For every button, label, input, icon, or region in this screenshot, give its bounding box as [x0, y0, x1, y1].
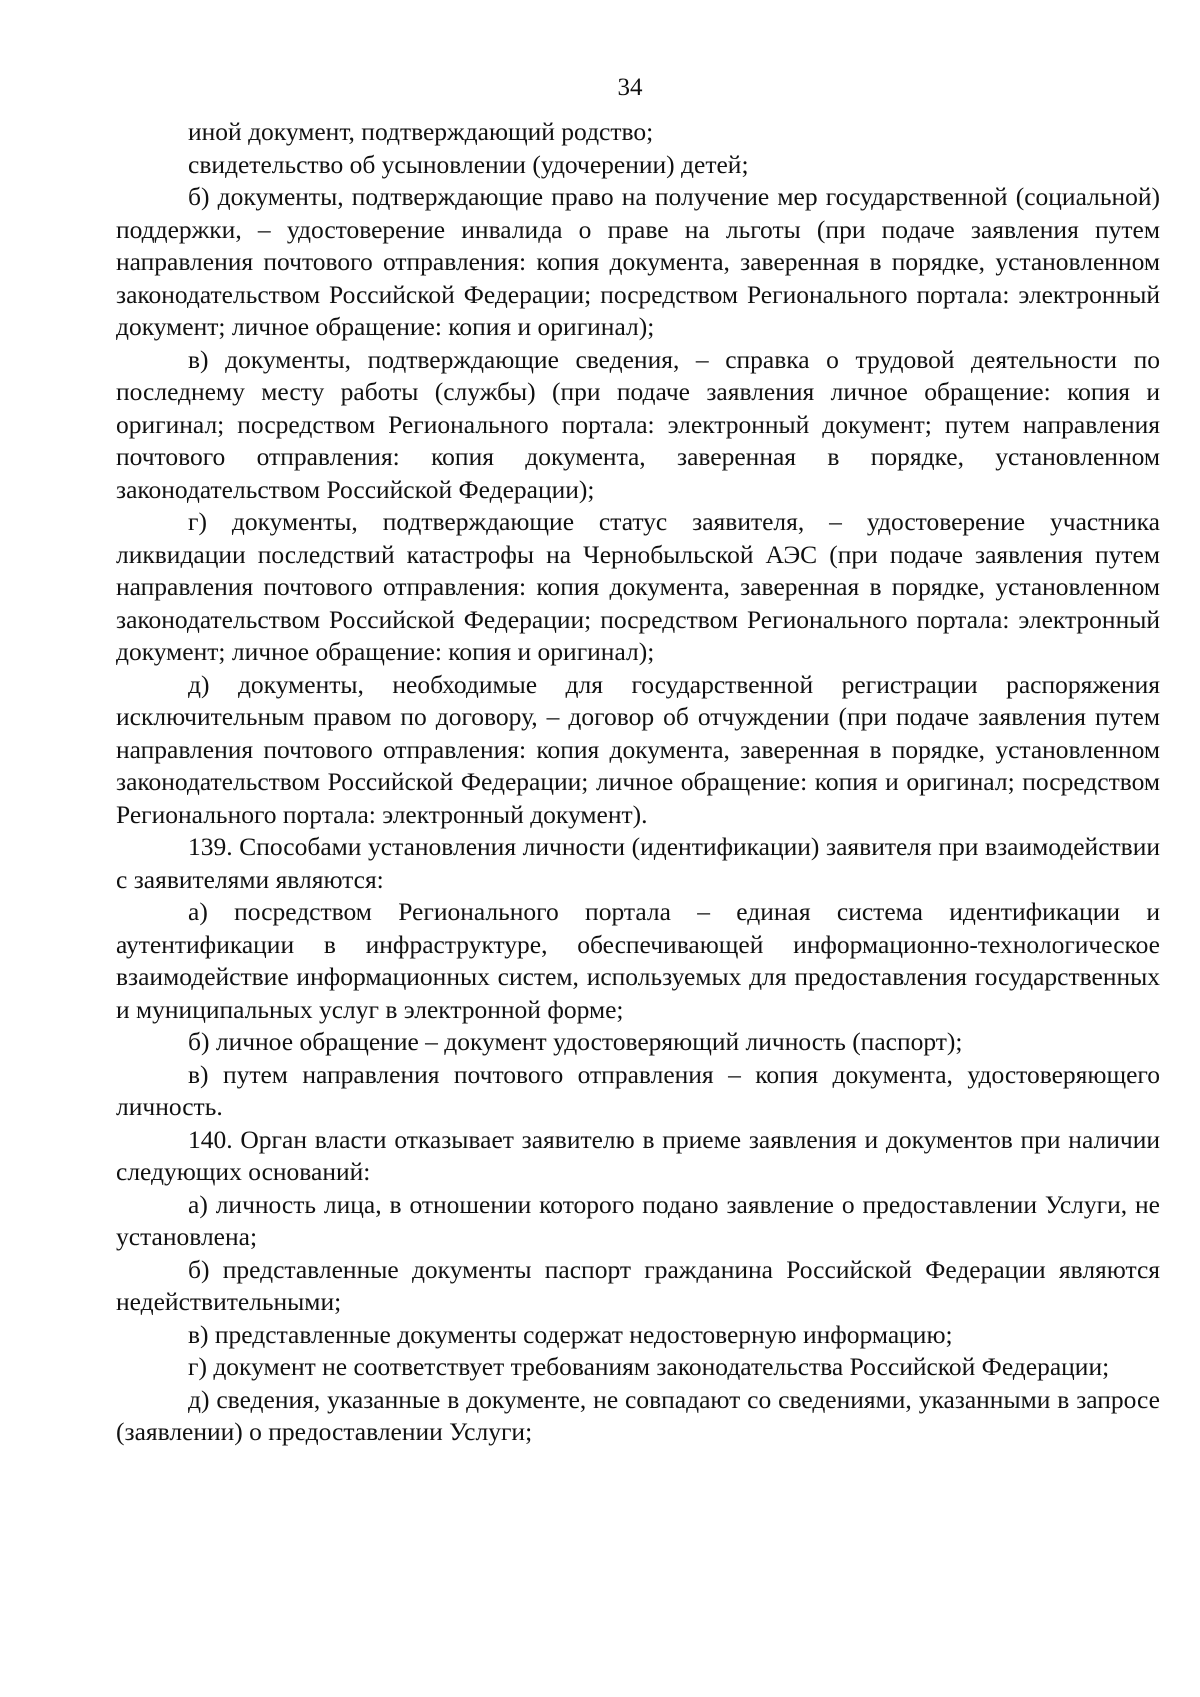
- paragraph-139-b-personal-visit: б) личное обращение – документ удостоверяющий личность (паспорт);: [188, 1027, 963, 1056]
- paragraph-139-a-regional-portal: а) посредством Регионального портала – единая система идентификации и аутентификации в инфраструктуре, обеспечивающей информационно-технологическое взаимодействие информационных систем, используемых для предоставления государственных и муниципальных услуг в электронной форме;: [116, 897, 1160, 1024]
- paragraph-139-identification-methods: 139. Способами установления личности (идентификации) заявителя при взаимодействии с заявителями являются:: [116, 832, 1160, 894]
- paragraph-adoption-certificate: свидетельство об усыновлении (удочерении) детей;: [188, 149, 749, 179]
- paragraph-140-b-invalid-documents: б) представленные документы паспорт гражданина Российской Федерации являются недействительными;: [116, 1254, 1160, 1316]
- paragraph-140-d-data-mismatch: д) сведения, указанные в документе, не совпадают со сведениями, указанными в запросе (заявлении) о предоставлении Услуги;: [116, 1384, 1160, 1446]
- paragraph-item-d-exclusive-rights: д) документы, необходимые для государственной регистрации распоряжения исключительным правом по договору, – договор об отчуждении (при подаче заявления путем направления почтового отправления: копия документа, заверенная в порядке, установленном законодательством Российской Федерации; личное обращение: копия и оригинал; посредством Регионального портала: электронный документ).: [116, 669, 1160, 829]
- paragraph-item-g-applicant-status: г) документы, подтверждающие статус заявителя, – удостоверение участника ликвидации последствий катастрофы на Чернобыльской АЭС (при подаче заявления путем направления почтового отправления: копия документа, заверенная в порядке, установленном законодательством Российской Федерации; посредством Регионального портала: электронный документ; личное обращение: копия и оригинал);: [116, 507, 1160, 666]
- paragraph-140-v-false-information: в) представленные документы содержат недостоверную информацию;: [188, 1319, 953, 1349]
- document-body: [116, 116, 1160, 1449]
- paragraph-140-g-noncompliant-document: г) документ не соответствует требованиям законодательства Российской Федерации;: [188, 1352, 1110, 1381]
- paragraph-item-b-support-rights: б) документы, подтверждающие право на получение мер государственной (социальной) поддержки, – удостоверение инвалида о праве на льготы (при подаче заявления путем направления почтового отправления: копия документа, заверенная в порядке, установленном законодательством Российской Федерации; посредством Регионального портала: электронный документ; личное обращение: копия и оригинал);: [116, 182, 1160, 341]
- paragraph-other-kinship-document: иной документ, подтверждающий родство;: [188, 117, 654, 146]
- paragraph-140-refusal-grounds: 140. Орган власти отказывает заявителю в приеме заявления и документов при наличии следующих оснований:: [116, 1124, 1160, 1186]
- paragraph-140-a-identity-not-established: а) личность лица, в отношении которого подано заявление о предоставлении Услуги, не установлена;: [116, 1189, 1160, 1251]
- page-number: 34: [617, 74, 643, 101]
- paragraph-item-v-employment-info: в) документы, подтверждающие сведения, – справка о трудовой деятельности по последнему месту работы (службы) (при подаче заявления личное обращение: копия и оригинал; посредством Регионального портала: электронный документ; путем направления почтового отправления: копия документа, заверенная в порядке, установленном законодательством Российской Федерации);: [116, 344, 1160, 504]
- paragraph-139-v-postal: в) путем направления почтового отправления – копия документа, удостоверяющего личность.: [116, 1059, 1160, 1121]
